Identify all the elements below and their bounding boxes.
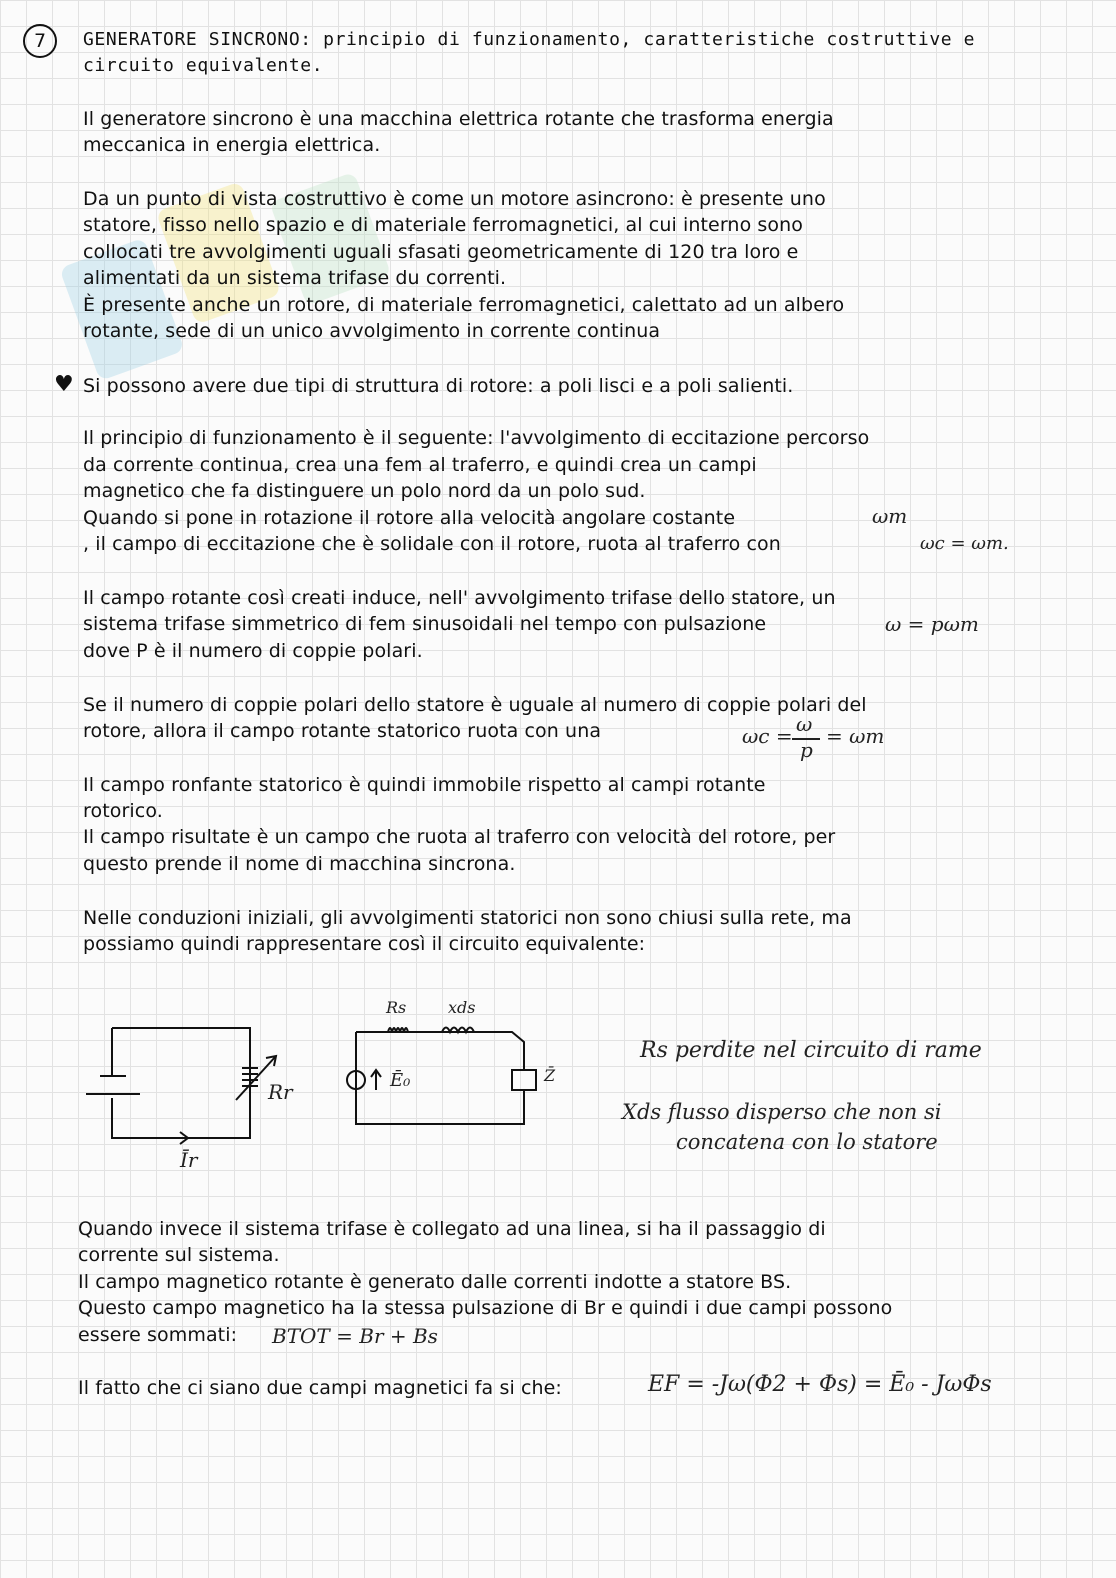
text-line: Questo campo magnetico ha la stessa pulsazione di Br e quindi i due campi possono [78,1297,893,1319]
text-line: sistema trifase simmetrico di fem sinusoidali nel tempo con pulsazione [83,613,767,635]
text-line: Se il numero di coppie polari dello statore è uguale al numero di coppie polari del [83,694,867,716]
page-title: GENERATORE SINCRONO: principio di funzionamento, caratteristiche costruttive e [83,29,976,50]
note-xds-cont: concatena con lo statore [676,1130,938,1154]
text-line: Il campo magnetico rotante è generato dalle correnti indotte a statore BS. [78,1271,792,1293]
text-line: Quando invece il sistema trifase è collegato ad una linea, si ha il passaggio di [78,1218,826,1240]
text-line: Il principio di funzionamento è il seguente: l'avvolgimento di eccitazione percorso [83,427,870,449]
text-line: dove P è il numero di coppie polari. [83,640,423,662]
omega-m-formula: ωm [872,504,908,528]
note-xds: Xds flusso disperso che non si [622,1100,942,1124]
pulsation-formula: ω = pωm [885,612,979,636]
text-line: meccanica in energia elettrica. [83,134,381,156]
rotor-resistor-label: Rr [268,1080,293,1104]
text-line: magnetico che fa distinguere un polo nord da un polo sud. [83,480,646,502]
text-line: Nelle conduzioni iniziali, gli avvolgimenti statorici non sono chiusi sulla rete, ma [83,907,852,929]
omega-c-formula: ωc = ωm. [920,533,1009,554]
text-line: possiamo quindi rappresentare così il circuito equivalente: [83,933,646,955]
stator-resistance-label: Rs [386,998,407,1017]
text-line: rotore, allora il campo rotante statorico ruota con una [83,720,602,742]
text-line: Il fatto che ci siano due campi magnetici fa si che: [78,1377,562,1399]
page-title-cont: circuito equivalente. [83,55,324,76]
rotor-current-label: Īr [180,1148,198,1172]
emf-formula: EF = -Jω(Φ2 + Φs) = Ē₀ - JωΦs [648,1372,992,1397]
section-number-badge: 7 [23,24,57,58]
text-line: corrente sul sistema. [78,1244,280,1266]
text-line: essere sommati: [78,1324,238,1346]
text-line: collocati tre avvolgimenti uguali sfasati geometricamente di 120 tra loro e [83,241,799,263]
leakage-reactance-label: xds [448,998,476,1017]
heart-icon: ♥ [54,372,74,397]
text-line: alimentati da un sistema trifase du correnti. [83,267,507,289]
text-line: Il campo rotante così creati induce, nell' avvolgimento trifase dello statore, un [83,587,836,609]
text-line: , il campo di eccitazione che è solidale con il rotore, ruota al traferro con [83,533,781,555]
text-line: statore, fisso nello spazio e di materiale ferromagnetici, al cui interno sono [83,214,804,236]
text-line: È presente anche un rotore, di materiale ferromagnetici, calettato ad un albero [83,294,845,316]
total-field-formula: BTOT = Br + Bs [272,1324,438,1348]
text-line: Quando si pone in rotazione il rotore alla velocità angolare costante [83,507,736,529]
emf-source-label: Ē₀ [390,1070,411,1091]
text-line: questo prende il nome di macchina sincrona. [83,853,516,875]
text-line: Il generatore sincrono è una macchina elettrica rotante che trasforma energia [83,108,834,130]
bullet-text: Si possono avere due tipi di struttura di rotore: a poli lisci e a poli salienti. [83,375,794,397]
text-line: rotante, sede di un unico avvolgimento in corrente continua [83,320,661,342]
text-line: Da un punto di vista costruttivo è come un motore asincrono: è presente uno [83,188,826,210]
text-line: da corrente continua, crea una fem al traferro, e quindi crea un campi [83,454,757,476]
note-rs: Rs perdite nel circuito di rame [640,1038,982,1063]
text-line: Il campo ronfante statorico è quindi immobile rispetto al campi rotante [83,774,766,796]
text-line: Il campo risultate è un campo che ruota al traferro con velocità del rotore, per [83,826,836,848]
load-impedance-label: Z̄ [544,1066,556,1085]
text-line: rotorico. [83,800,163,822]
